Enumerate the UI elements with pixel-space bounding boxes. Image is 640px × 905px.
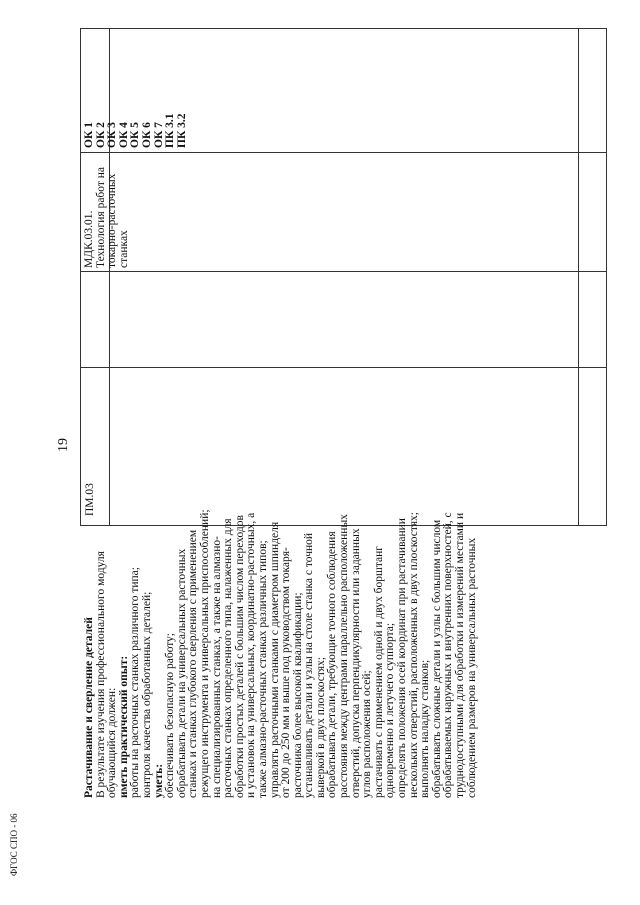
module-code: ПМ.03	[84, 483, 96, 516]
table-border-left	[80, 28, 81, 525]
skills-item: труднодоступными для обработки и измерений местами и	[454, 512, 466, 798]
skills-item: на специализированных станках, а также на алмазно-	[210, 536, 223, 798]
skills-item: управлять расточными станками с диаметром шпинделя	[268, 521, 281, 798]
skills-item: станках и станках глубокого сверления с применением	[187, 529, 200, 798]
skills-item: выверкой в двух плоскостях;	[314, 656, 327, 798]
skills-item: и установок на универсальных, координатно-расточных, а	[245, 512, 258, 798]
skills-item: устанавливать детали и узлы на столе станка с точной	[303, 532, 316, 798]
competency-code: ОК 2	[94, 122, 107, 148]
competency-code: ОК 4	[117, 122, 130, 148]
skills-item: расстояния между центрами параллельно расположенных	[338, 514, 351, 798]
table-column-divider-1	[109, 28, 110, 525]
skills-item: определять положения осей координат при растачивании	[396, 518, 409, 798]
module-description	[84, 509, 478, 798]
practice-item: контроля качества обработанных деталей;	[140, 591, 153, 798]
table-column-divider-2	[578, 28, 579, 525]
skills-item: растачивать с применением одной и двух борштанг	[372, 545, 385, 798]
mdk-cell	[84, 167, 130, 268]
table-border-top	[80, 28, 607, 29]
practice-item: работы на расточных станках различного типа;	[129, 567, 142, 798]
skills-heading: уметь:	[152, 763, 165, 798]
competency-code: ПК 3.2	[175, 113, 188, 148]
page-number: 19	[56, 438, 71, 452]
skills-item: обработки простых деталей с большим числом переходов	[233, 515, 246, 798]
skills-item: обеспечивать безопасную работу;	[164, 633, 177, 798]
skills-item: соблюдением размеров на универсальных расточных	[465, 537, 478, 798]
skills-item: режущего инструмента и универсальных приспособлений;	[198, 509, 211, 798]
skills-item: отверстий, допуска перпендикулярности или заданных	[349, 528, 362, 798]
competency-code: ОК 3	[106, 122, 119, 148]
competency-code: ОК 5	[129, 122, 142, 148]
skills-item: нескольких отверстий, расположенных в двух плоскостях;	[407, 512, 420, 798]
mdk-code: МДК.03.01.	[83, 210, 95, 268]
mdk-title-line: токарно-расточных	[106, 173, 119, 268]
skills-item: также алмазно-расточных станках различных типов;	[256, 540, 269, 798]
practice-heading: иметь практический опыт:	[117, 655, 130, 798]
table-row-divider-3	[80, 367, 607, 368]
competency-code: ОК 7	[152, 122, 165, 148]
table-border-right	[606, 28, 607, 525]
skills-item: одновременно и летучего суппорта;	[384, 622, 397, 798]
intro-line: обучающийся должен:	[106, 687, 119, 798]
competencies-cell	[84, 113, 188, 148]
intro-line: В результате изучения профессионального модуля	[94, 551, 107, 798]
skills-item: углов расположения осей;	[361, 670, 374, 798]
table-row-divider-1	[80, 152, 607, 153]
skills-item: расточника более высокой квалификации;	[291, 592, 304, 798]
module-title: Растачивание и сверление деталей	[83, 617, 95, 798]
competency-code: ПК 3.1	[164, 113, 177, 148]
mdk-title-line: Технология работ на	[94, 166, 107, 268]
table-row-divider-2	[80, 271, 607, 272]
document-footer: ФГОС СПО - 06	[9, 813, 19, 876]
skills-item: расточных станках определенного типа, налаженных для	[222, 518, 235, 798]
skills-item: обрабатываемых наружных и внутренних поверхностей, с	[442, 512, 455, 798]
skills-item: обрабатывать детали, требующие точного соблюдения	[326, 531, 339, 798]
skills-item: обрабатывать сложные детали и узлы с большим числом	[430, 519, 443, 798]
competency-code: ОК 6	[140, 122, 153, 148]
competency-code: ОК 1	[83, 122, 95, 148]
skills-item: от 200 до 250 мм и выше под руководством токаря-	[280, 547, 293, 798]
skills-item: выполнять наладку станков;	[419, 659, 432, 798]
skills-item: обрабатывать детали на универсальных расточных	[175, 548, 188, 798]
mdk-title-line: станках	[117, 230, 130, 268]
